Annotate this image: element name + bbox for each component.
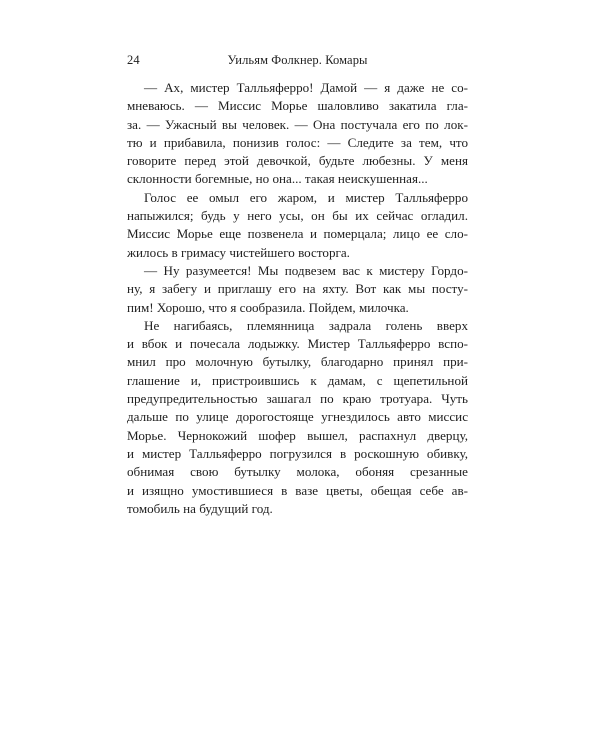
text-line: жилось в гримасу чистейшего восторга. xyxy=(127,244,350,260)
text-line: мнил про молочную бутылку, благодарно принял при- xyxy=(127,354,468,370)
text-line: обнимая свою бутылку молока, обоняя срезанные xyxy=(127,464,468,480)
text-line: глашение и, пристроившись к дамам, с щепетильной xyxy=(127,372,468,388)
body-text xyxy=(127,79,468,518)
text-line: мневаюсь. — Миссис Морье шаловливо закатила гла- xyxy=(127,98,468,114)
text-line: дальше по улице дорогостояще угнездилось авто миссис xyxy=(127,409,468,425)
text-line: тю и прибавила, понизив голос: — Следите за тем, что xyxy=(127,134,468,150)
running-title: Уильям Фолкнер. Комары xyxy=(227,53,368,67)
text-line: пим! Хорошо, что я сообразила. Пойдем, милочка. xyxy=(127,299,409,315)
text-line: Голос ее омыл его жаром, и мистер Талльяферро xyxy=(144,189,468,205)
text-line: склонности богемные, но она... такая неискушенная... xyxy=(127,171,428,187)
text-line: за. — Ужасный вы человек. — Она постучала его по лок- xyxy=(127,116,468,132)
text-line: и изящно умостившиеся в вазе цветы, обещая себе ав- xyxy=(127,482,468,498)
text-line: — Ах, мистер Талльяферро! Дамой — я даже не со- xyxy=(144,80,468,95)
paragraph-2 xyxy=(127,189,468,262)
text-line: Миссис Морье еще позвенела и померцала; лицо ее сло- xyxy=(127,226,468,242)
text-line: и вбок и почесала лодыжку. Мистер Талльяферро вспо- xyxy=(127,336,468,352)
page-number: 24 xyxy=(127,53,140,67)
text-line: Не нагибаясь, племянница задрала голень вверх xyxy=(144,317,468,333)
paragraph-4 xyxy=(127,317,468,518)
text-line: ну, я забегу и приглашу его на яхту. Вот как мы посту- xyxy=(127,281,468,297)
paragraph-1 xyxy=(127,79,468,189)
text-line: и мистер Талльяферро погрузился в роскошную обивку, xyxy=(127,445,468,461)
text-line: напыжился; будь у него усы, он бы их сейчас огладил. xyxy=(127,208,468,224)
running-head xyxy=(127,53,468,71)
text-line: — Ну разумеется! Мы подвезем вас к мистеру Гордо- xyxy=(144,262,468,278)
paragraph-3 xyxy=(127,262,468,317)
text-line: говорите перед этой девочкой, будьте любезны. У меня xyxy=(127,153,468,169)
text-line: предупредительностью зашагал по краю тротуара. Чуть xyxy=(127,391,468,407)
text-line: томобиль на будущий год. xyxy=(127,500,273,516)
text-line: Морье. Чернокожий шофер вышел, распахнул дверцу, xyxy=(127,427,468,443)
